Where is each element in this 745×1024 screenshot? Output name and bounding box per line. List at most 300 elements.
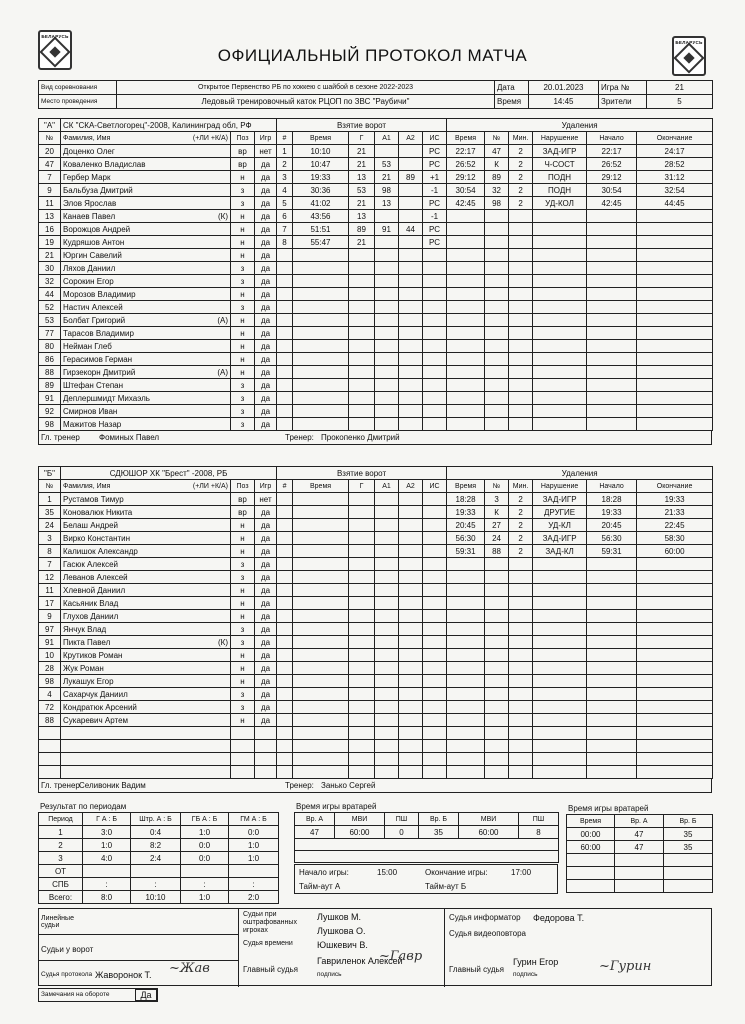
penalty-end [637,210,713,223]
goal-assist-1 [375,327,399,340]
penalty-start [587,236,637,249]
goal-time [293,327,349,340]
goal-situation [423,288,447,301]
goal-number [277,766,293,779]
player-name [61,675,231,688]
penalty-minutes [509,353,533,366]
penalty-time: 19:33 [447,506,485,519]
penalty-player [485,662,509,675]
penalty-infraction [533,740,587,753]
penalty-time [447,714,485,727]
col-goal: Г [349,132,375,145]
goal-situation [423,392,447,405]
penalty-time [447,727,485,740]
player-name-text: Ворожцов Андрей [63,224,131,234]
player-row [39,249,713,262]
penalty-time [447,392,485,405]
player-name-text: Калишок Александр [63,546,138,556]
goal-situation [423,701,447,714]
goal-assist-2 [399,545,423,558]
player-played [255,727,277,740]
penalty-start: 42:45 [587,197,637,210]
player-row [39,288,713,301]
player-name [61,623,231,636]
player-number: 44 [39,288,61,301]
goal-scorer [349,623,375,636]
penalty-start [587,392,637,405]
player-position: з [231,571,255,584]
penalty-end [637,584,713,597]
player-number: 9 [39,184,61,197]
goal-assist-1 [375,688,399,701]
team-b-block [38,466,712,793]
penalty-infraction [533,288,587,301]
venue-label: Место проведения [39,95,117,109]
player-name [61,532,231,545]
penalty-player [485,610,509,623]
goal-time: 55:47 [293,236,349,249]
player-row [39,301,713,314]
goal-scorer [349,262,375,275]
start-value: 15:00 [377,868,398,877]
period-value: 4:0 [83,852,131,865]
penalty-end: 22:45 [637,519,713,532]
player-row [39,532,713,545]
goal-time: 30:36 [293,184,349,197]
trainer-label: Тренер: [285,433,314,442]
player-position: н [231,249,255,262]
player-played: да [255,262,277,275]
player-played: да [255,197,277,210]
goals-header: Взятие ворот [277,119,447,132]
player-played [255,740,277,753]
goal-assist-2 [399,493,423,506]
player-played: да [255,610,277,623]
player-number: 13 [39,210,61,223]
col-a2: А2 [399,132,423,145]
player-number: 11 [39,197,61,210]
player-name [61,688,231,701]
penalty-time [447,662,485,675]
penalty-start [587,727,637,740]
gk2-value: 47 [615,841,664,854]
period-value: 10:10 [131,891,181,904]
goal-number [277,688,293,701]
col-num: № [39,132,61,145]
penalty-time [447,314,485,327]
player-number: 77 [39,327,61,340]
penalty-minutes [509,262,533,275]
player-name-text: Деплершмидт Михаэль [63,393,150,403]
goal-situation [423,249,447,262]
player-position: з [231,688,255,701]
goal-scorer [349,275,375,288]
goal-assist-1 [375,353,399,366]
penalty-end: 58:30 [637,532,713,545]
player-position: н [231,327,255,340]
goal-scorer [349,314,375,327]
goal-number [277,366,293,379]
player-position: н [231,314,255,327]
period-row [39,865,279,878]
period-col-header: Период [39,813,83,826]
penalty-minutes [509,597,533,610]
goal-judges-label: Судьи у ворот [41,945,94,954]
col-name: Фамилия, Имя [63,134,111,142]
penalty-player [485,636,509,649]
goal-assist-2 [399,532,423,545]
goal-scorer [349,379,375,392]
period-value: 8:2 [131,839,181,852]
penalty-start [587,662,637,675]
player-position: н [231,210,255,223]
player-name [61,262,231,275]
goal-time [293,727,349,740]
video-judge-label: Судья видеоповтора [449,929,526,938]
goal-assist-2: 44 [399,223,423,236]
player-position: н [231,584,255,597]
player-position: н [231,366,255,379]
goal-assist-2 [399,379,423,392]
goal-assist-1 [375,392,399,405]
player-position: з [231,301,255,314]
gk2-value: 47 [615,828,664,841]
player-position: з [231,197,255,210]
gk2-col-header: Время [567,815,615,828]
player-position: з [231,275,255,288]
player-number: 86 [39,353,61,366]
player-played: да [255,392,277,405]
player-played: да [255,714,277,727]
penalty-start [587,314,637,327]
goal-assist-1 [375,701,399,714]
penalty-judge-2: Лушкова О. [317,926,366,936]
penalty-start: 22:17 [587,145,637,158]
goal-assist-2 [399,740,423,753]
penalty-infraction [533,405,587,418]
goal-time [293,301,349,314]
goal-number [277,701,293,714]
player-number: 16 [39,223,61,236]
goal-time: 43:56 [293,210,349,223]
penalty-minutes [509,701,533,714]
col-li: (+ЛИ +К/А) [192,134,228,142]
player-played: да [255,210,277,223]
penalty-player [485,701,509,714]
goal-assist-2 [399,766,423,779]
goal-scorer: 53 [349,184,375,197]
goal-time [293,610,349,623]
period-value: : [229,878,279,891]
goal-number [277,379,293,392]
player-name [61,506,231,519]
goal-assist-2 [399,675,423,688]
player-position: з [231,701,255,714]
penalty-infraction: ПОДН [533,184,587,197]
penalty-start [587,675,637,688]
player-position: н [231,649,255,662]
goal-assist-1 [375,418,399,431]
player-played: да [255,249,277,262]
goal-situation [423,301,447,314]
player-name [61,197,231,210]
period-value: 1:0 [83,839,131,852]
penalty-time [447,597,485,610]
player-name [61,571,231,584]
team-b-trainer: Занько Сергей [321,781,376,790]
gk2-row [567,841,713,854]
penalty-player: 88 [485,545,509,558]
period-value [131,865,181,878]
player-name [61,519,231,532]
linesmen-label: Линейные судьи [41,915,74,929]
player-row [39,379,713,392]
player-position: з [231,623,255,636]
penalty-end [637,662,713,675]
player-number: 19 [39,236,61,249]
goal-scorer [349,392,375,405]
player-played: да [255,519,277,532]
period-value: 3:0 [83,826,131,839]
gk-col-header: ПШ [519,813,559,826]
goal-assist-2 [399,649,423,662]
goal-assist-2 [399,236,423,249]
chief-referee-label: Главный судья [243,965,299,974]
player-number: 21 [39,249,61,262]
coach-label: Гл. тренер [41,433,80,442]
penalty-end [637,610,713,623]
goal-assist-2 [399,249,423,262]
end-value: 17:00 [511,868,532,877]
penalty-player [485,392,509,405]
penalty-minutes [509,210,533,223]
player-played: да [255,301,277,314]
player-row [39,714,713,727]
goal-time [293,506,349,519]
goal-time [293,584,349,597]
goal-time [293,262,349,275]
player-position: н [231,288,255,301]
penalty-infraction [533,571,587,584]
penalty-end [637,701,713,714]
penalty-player [485,766,509,779]
gk2-title: Время игры вратарей [568,804,649,813]
player-number: 35 [39,506,61,519]
goal-assist-1 [375,236,399,249]
goal-situation: РС [423,145,447,158]
player-played: да [255,623,277,636]
goal-scorer [349,301,375,314]
timeout-a-label: Тайм-аут А [299,882,341,891]
penalty-time [447,405,485,418]
player-number: 11 [39,584,61,597]
player-played: да [255,597,277,610]
player-name [61,301,231,314]
period-row [39,891,279,904]
team-b-letter: "Б" [39,467,61,480]
goal-number [277,571,293,584]
goal-scorer [349,688,375,701]
period-value [83,865,131,878]
goal-scorer [349,506,375,519]
player-name-text: Белаш Андрей [63,520,118,530]
team-a-staff [38,431,712,445]
col-pos: Поз [231,132,255,145]
penalty-time: 18:28 [447,493,485,506]
goal-situation [423,506,447,519]
col-pos: Поз [231,480,255,493]
goal-situation [423,623,447,636]
goal-assist-1 [375,314,399,327]
player-row [39,171,713,184]
goal-scorer [349,610,375,623]
penalty-time [447,379,485,392]
player-name-text: Леванов Алексей [63,572,128,582]
penalty-start [587,275,637,288]
gk-value: 8 [519,826,559,839]
player-position: вр [231,145,255,158]
penalty-player: К [485,158,509,171]
player-played: да [255,545,277,558]
coach-label: Гл. тренер [41,781,80,790]
player-row [39,727,713,740]
col-a1: А1 [375,480,399,493]
player-number: 7 [39,558,61,571]
player-position: н [231,545,255,558]
penalty-time [447,558,485,571]
goal-number [277,418,293,431]
col-goal: Г [349,480,375,493]
goal-time [293,366,349,379]
penalty-infraction [533,584,587,597]
penalty-end: 31:12 [637,171,713,184]
player-number: 98 [39,418,61,431]
logo-text: БЕЛАРУСЬ [41,34,69,39]
gk-col-header: Вр. А [295,813,335,826]
penalty-minutes [509,418,533,431]
player-row [39,405,713,418]
penalty-player [485,210,509,223]
penalties-header: Удаления [447,119,713,132]
penalty-end [637,418,713,431]
player-number: 32 [39,275,61,288]
player-number: 7 [39,171,61,184]
player-number: 20 [39,145,61,158]
goal-assist-2 [399,197,423,210]
goal-number: 4 [277,184,293,197]
player-name [61,701,231,714]
player-number: 92 [39,405,61,418]
col-played: Игр [255,480,277,493]
col-goal-time: Время [293,480,349,493]
goal-assist-1 [375,249,399,262]
goal-assist-1 [375,662,399,675]
player-position: вр [231,158,255,171]
goal-number [277,753,293,766]
player-row [39,753,713,766]
penalty-player [485,558,509,571]
goal-time [293,545,349,558]
gk-title: Время игры вратарей [296,802,377,811]
player-name [61,171,231,184]
player-name [61,610,231,623]
penalty-end [637,571,713,584]
player-name-text: Гасюк Алексей [63,559,119,569]
player-name [61,714,231,727]
penalty-minutes [509,236,533,249]
penalty-start [587,623,637,636]
goal-number [277,275,293,288]
penalty-time [447,262,485,275]
penalty-player [485,366,509,379]
penalty-end [637,636,713,649]
goal-assist-1: 53 [375,158,399,171]
player-played: да [255,558,277,571]
goal-number [277,405,293,418]
penalty-time [447,301,485,314]
player-row [39,740,713,753]
penalty-time [447,353,485,366]
period-value: 2:0 [229,891,279,904]
player-name-text: Элов Ярослав [63,198,117,208]
period-value: 1:0 [181,891,229,904]
goals-header: Взятие ворот [277,467,447,480]
penalty-end [637,327,713,340]
period-row [39,878,279,891]
col-played: Игр [255,132,277,145]
goal-number: 5 [277,197,293,210]
penalty-player [485,623,509,636]
col-pen-time: Время [447,132,485,145]
penalty-start [587,649,637,662]
goal-assist-1 [375,636,399,649]
penalty-time [447,753,485,766]
penalty-infraction: ЗАД-ИГР [533,532,587,545]
player-name [61,649,231,662]
goal-assist-1 [375,571,399,584]
penalty-end [637,379,713,392]
player-row [39,571,713,584]
col-pen-min: Мин. [509,132,533,145]
goal-time [293,493,349,506]
penalty-end [637,688,713,701]
penalty-end [637,597,713,610]
goal-situation: +1 [423,171,447,184]
player-row [39,210,713,223]
player-name-text: Гербер Марк [63,172,111,182]
player-row [39,366,713,379]
penalty-minutes [509,223,533,236]
goal-time [293,519,349,532]
player-row [39,675,713,688]
period-name: 2 [39,839,83,852]
player-played [255,766,277,779]
logo-text: БЕЛАРУСЬ [675,40,703,45]
penalty-player [485,405,509,418]
period-name: 1 [39,826,83,839]
goal-scorer: 13 [349,210,375,223]
col-is: ИС [423,132,447,145]
goal-scorer: 13 [349,171,375,184]
player-name-text: Морозов Владимир [63,289,136,299]
player-name-text: Болбат Григорий [63,315,126,325]
penalty-infraction [533,558,587,571]
player-number: 88 [39,714,61,727]
penalty-end [637,288,713,301]
penalty-start [587,340,637,353]
period-value: 0:0 [181,852,229,865]
goal-number [277,301,293,314]
